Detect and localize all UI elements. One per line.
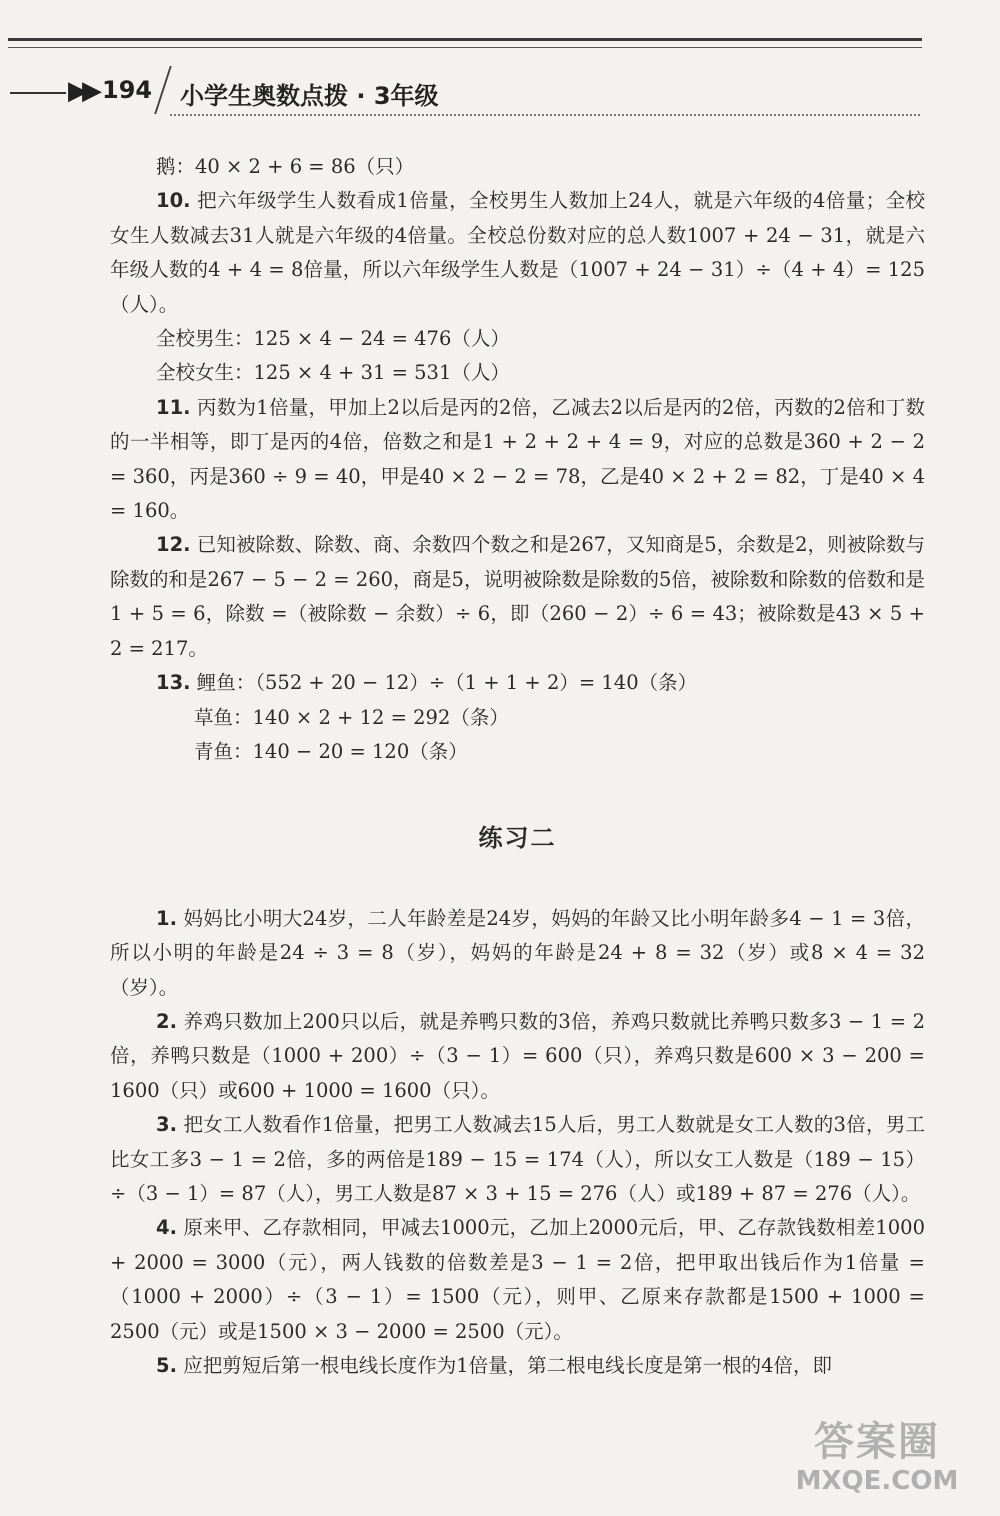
goose-line: 鹅：40 × 2 + 6 = 86（只） [156, 155, 415, 178]
answer-number: 1. [156, 906, 177, 930]
answer-10-boys: 全校男生：125 × 4 − 24 = 476（人） [156, 327, 510, 351]
answer-13-grass: 草鱼：140 × 2 + 12 = 292（条） [194, 705, 509, 729]
answer-number: 5. [156, 1354, 177, 1377]
answer-number: 2. [156, 1009, 177, 1033]
answer-text: 鲤鱼：（552 + 20 − 12）÷（1 + 1 + 2）= 140（条） [196, 671, 698, 695]
exercise-2-answer-1 [110, 902, 925, 1005]
answer-number: 12. [156, 533, 191, 557]
answer-13 [110, 666, 925, 700]
watermark-logo: 答案圈 [814, 1419, 940, 1465]
answer-number: 10. [156, 189, 191, 213]
exercise-2-answer-5 [110, 1349, 925, 1383]
book-title: 小学生奥数点拨 · 3年级 [180, 82, 439, 110]
answer-10 [110, 184, 925, 322]
exercise-2-answer-2 [110, 1005, 925, 1108]
double-arrow-icon: ▶▶ [68, 76, 96, 106]
page-header [10, 66, 920, 118]
top-rule-thin [8, 47, 922, 48]
answer-number: 11. [156, 395, 191, 419]
watermark-url: MXQE.COM [795, 1466, 959, 1496]
answer-text: 养鸡只数加上200只以后，就是养鸭只数的3倍，养鸡只数就比养鸭只数多3 − 1 = 2倍，养鸭只数是（1000 + 200）÷（3 − 1）= 600（只），养鸡只数是600 × 3 − 200 = 1600（只）或600 + 1000 = 1600（只）。 [110, 1009, 925, 1102]
header-dotted-rule [170, 114, 920, 116]
answer-text: 原来甲、乙存款相同，甲减去1000元，乙加上2000元后，甲、乙存款钱数相差1000 + 2000 = 3000（元），两人钱数的倍数差是3 − 1 = 2倍，把甲取出钱后作为1倍量 =（1000 + 2000）÷（3 − 1）= 1500（元），则甲、乙原来存款都是1500 + 1000 = 2500（元）或是1500 × 3 − 2000 = 2500（元）。 [110, 1216, 925, 1343]
exercise-2-answer-3 [110, 1108, 925, 1211]
answer-text: 把女工人数看作1倍量，把男工人数减去15人后，男工人数就是女工人数的3倍，男工比女工多3 − 1 = 2倍，多的两倍是189 − 15 = 174（人），所以女工人数是（189 − 15）÷（3 − 1）= 87（人），男工人数是87 × 3 + 15 = 276（人）或189 + 87 = 276（人）。 [110, 1113, 925, 1205]
answer-11 [110, 391, 925, 529]
answer-number: 3. [156, 1113, 177, 1137]
site-watermark [762, 1418, 992, 1502]
answer-13-black: 青鱼：140 − 20 = 120（条） [194, 739, 468, 763]
section-title: 练习二 [478, 824, 557, 853]
answer-12 [110, 528, 925, 666]
answer-number: 13. [156, 671, 191, 695]
answer-number: 4. [156, 1216, 177, 1240]
answer-text: 丙数为1倍量，甲加上2以后是丙的2倍，乙减去2以后是丙的2倍，丙数的2倍和丁数的一半相等，即丁是丙的4倍，倍数之和是1 + 2 + 2 + 4 = 9，对应的总数是360 + 2 − 2 = 360，丙是360 ÷ 9 = 40，甲是40 × 2 − 2 = 78，乙是40 × 2 + 2 = 82，丁是40 × 4 = 160。 [110, 395, 925, 523]
answer-text: 妈妈比小明大24岁，二人年龄差是24岁，妈妈的年龄又比小明年龄多4 − 1 = 3倍，所以小明的年龄是24 ÷ 3 = 8（岁），妈妈的年龄是24 + 8 = 32（岁）或8 × 4 = 32（岁）。 [110, 906, 925, 999]
answer-text: 应把剪短后第一根电线长度作为1倍量，第二根电线长度是第一根的4倍，即 [183, 1354, 833, 1377]
header-lead-line [10, 92, 66, 94]
exercise-2-answer-4 [110, 1211, 925, 1349]
answer-text: 把六年级学生人数看成1倍量，全校男生人数加上24人，就是六年级的4倍量；全校女生人数减去31人就是六年级的4倍量。全校总份数对应的总人数1007 + 24 − 31，就是六年级人数的4 + 4 = 8倍量，所以六年级学生人数是（1007 + 24 − 31）÷（4 + 4）= 125（人）。 [110, 189, 925, 316]
answer-text: 已知被除数、除数、商、余数四个数之和是267，又知商是5，余数是2，则被除数与除数的和是267 − 5 − 2 = 260，商是5，说明被除数是除数的5倍，被除数和除数的倍数和是1 + 5 = 6，除数 =（被除数 − 余数）÷ 6，即（260 − 2）÷ 6 = 43；被除数是43 × 5 + 2 = 217。 [110, 533, 925, 660]
page-number: 194 [102, 76, 153, 104]
top-rule-thick [8, 38, 922, 41]
page-body [110, 150, 925, 1383]
answer-10-girls: 全校女生：125 × 4 + 31 = 531（人） [156, 361, 510, 385]
